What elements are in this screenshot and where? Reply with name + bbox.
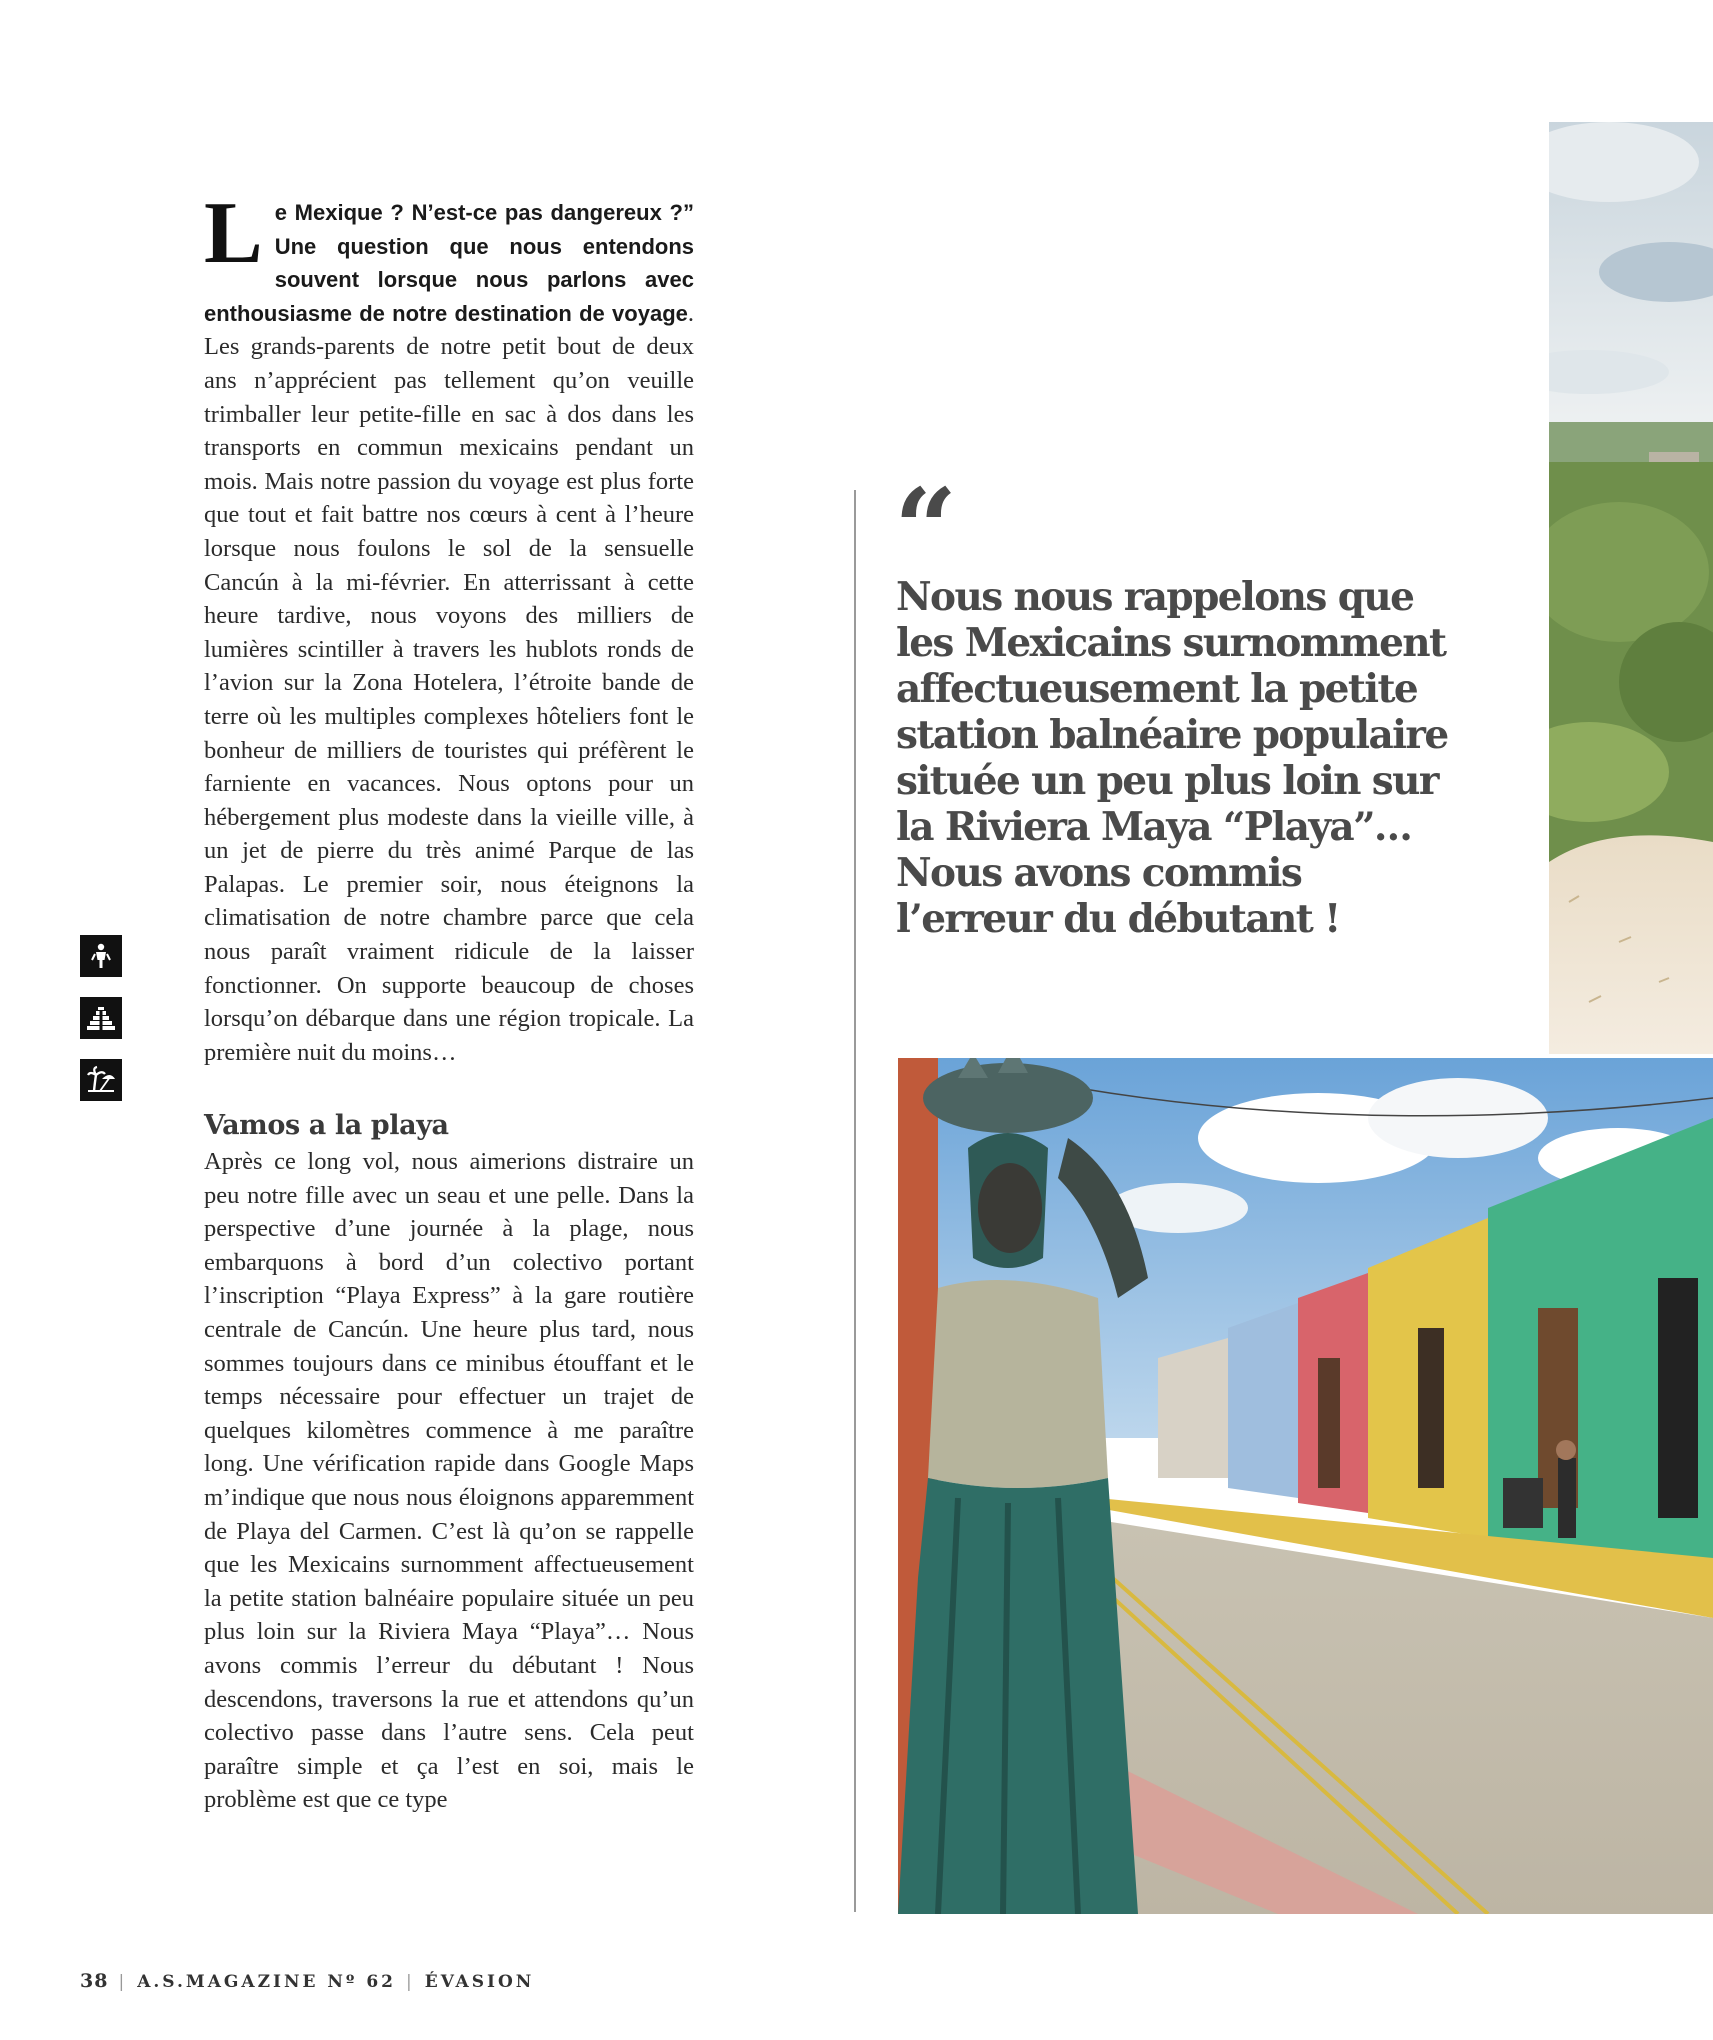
page-number: 38 — [80, 1970, 109, 1992]
paragraph-intro — [204, 185, 694, 1069]
lead-text: e Mexique ? N’est-ce pas dangereux ?” Une question que nous entendons souvent lorsque nous parlons avec enthousiasme de notre destination de voyage — [204, 200, 694, 326]
pyramid-icon — [80, 997, 122, 1039]
pull-quote: Nous nous rappelons que les Mexicains surnomment affectueusement la petite station balnéaire populaire située un peu plus loin sur la Riviera Maya “Playa”… Nous avons commis l’erreur du débutant ! — [896, 574, 1448, 942]
beach-icon — [80, 1059, 122, 1101]
drop-cap: L — [204, 185, 263, 282]
column-divider — [854, 490, 856, 1912]
paragraph-second: Après ce long vol, nous aimerions distraire un peu notre fille avec un seau et une pelle. Dans la perspective d’une journée à la plage, nous embarquons à bord d’un colectivo portant l’inscription “Playa Express” à la gare routière centrale de Cancún. Une heure plus tard, nous sommes toujours dans ce minibus étouffant et le temps nécessaire pour effectuer un trajet de quelques kilomètres commence à me paraître long. Une vérification rapide dans Google Maps m’indique que nous nous éloignons apparemment de Playa del Carmen. C’est là qu’on se rappelle que les Mexicains surnomment affectueusement la petite station balnéaire populaire située un peu plus loin sur la Riviera Maya “Playa”… Nous avons commis l’erreur du débutant ! Nous descendons, traversons la rue et attendons qu’un colectivo passe dans l’autre sens. Cela peut paraître simple et ça l’est en soi, mais le problème est que ce type — [204, 1148, 694, 1814]
beach-photo — [1549, 122, 1713, 1054]
paragraph-intro-body: . Les grands-parents de notre petit bout de deux ans n’apprécient pas tellement qu’on veuille trimballer leur petite-fille en sac à dos dans les transports en commun mexicains pendant un mois. Mais notre passion du voyage est plus forte que tout et fait battre nos cœurs à cent à l’heure lorsque nous foulons le sol de la sensuelle Cancún à la mi-février. En atterrissant à cette heure tardive, nous voyons des milliers de lumières scintiller à travers les hublots ronds de l’avion sur la Zona Hotelera, l’étroite bande de terre où les multiples complexes hôteliers font le bonheur de milliers de touristes qui préfèrent le farniente en vacances. Nous optons pour un hébergement plus modeste dans la vieille ville, à un jet de pierre du très animé Parque de las Palapas. Le premier soir, nous éteignons la climatisation de notre chambre parce que cela nous paraît vraiment ridicule de la laisser fonctionner. On supporte beaucoup de choses lorsqu’on débarque dans une région tropicale. La première nuit du moins… — [204, 299, 694, 1066]
subheading: Vamos a la playa — [204, 1110, 449, 1142]
family-icon — [80, 935, 122, 977]
article-column — [204, 185, 694, 1817]
page-footer: 38 | A.S.MAGAZINE Nº 62 | ÉVASION — [80, 1970, 535, 1992]
street-photo — [898, 1058, 1713, 1914]
section-name: ÉVASION — [424, 1972, 535, 1992]
quote-mark-icon: “ — [894, 464, 958, 593]
magazine-name: A.S.MAGAZINE Nº 62 — [137, 1972, 396, 1992]
